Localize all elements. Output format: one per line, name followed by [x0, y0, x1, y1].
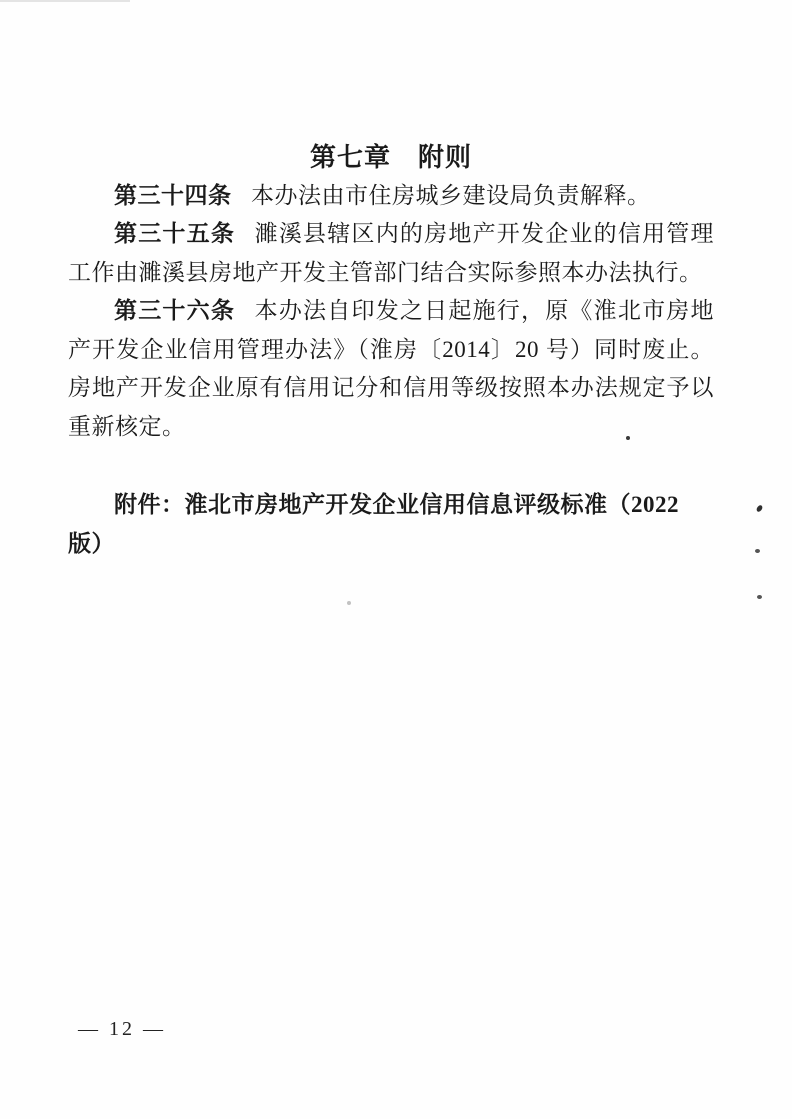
- scan-speck: [756, 504, 763, 512]
- scan-speck: [626, 436, 630, 440]
- scan-edge-artifact: [0, 0, 130, 2]
- article-paragraph-34: [68, 177, 714, 216]
- chapter-heading: 第七章 附则: [309, 142, 472, 172]
- article-paragraph-36: [68, 292, 714, 446]
- scan-speck: [755, 549, 760, 553]
- article-number: 第三十四条: [114, 182, 232, 208]
- attachment-line: 附件：淮北市房地产开发企业信用信息评级标准（2022 版）: [68, 492, 679, 556]
- article-paragraph-35: [68, 215, 714, 292]
- article-text: 濉溪县辖区内的房地产开发企业的信用管理工作由濉溪县房地产开发主管部门结合实际参照本办法执行。: [68, 221, 715, 285]
- scan-speck: [757, 595, 762, 599]
- article-text: 本办法由市住房城乡建设局负责解释。: [251, 182, 651, 208]
- article-number: 第三十六条: [114, 298, 236, 323]
- article-number: 第三十五条: [114, 221, 236, 246]
- document-content: [68, 138, 714, 563]
- scan-speck: [347, 601, 351, 605]
- article-text: 本办法自印发之日起施行，原《淮北市房地产开发企业信用管理办法》（淮房〔2014〕20 号）同时废止。房地产开发企业原有信用记分和信用等级按照本办法规定予以重新核定。: [68, 298, 715, 439]
- page-number: — 12 —: [78, 1018, 166, 1040]
